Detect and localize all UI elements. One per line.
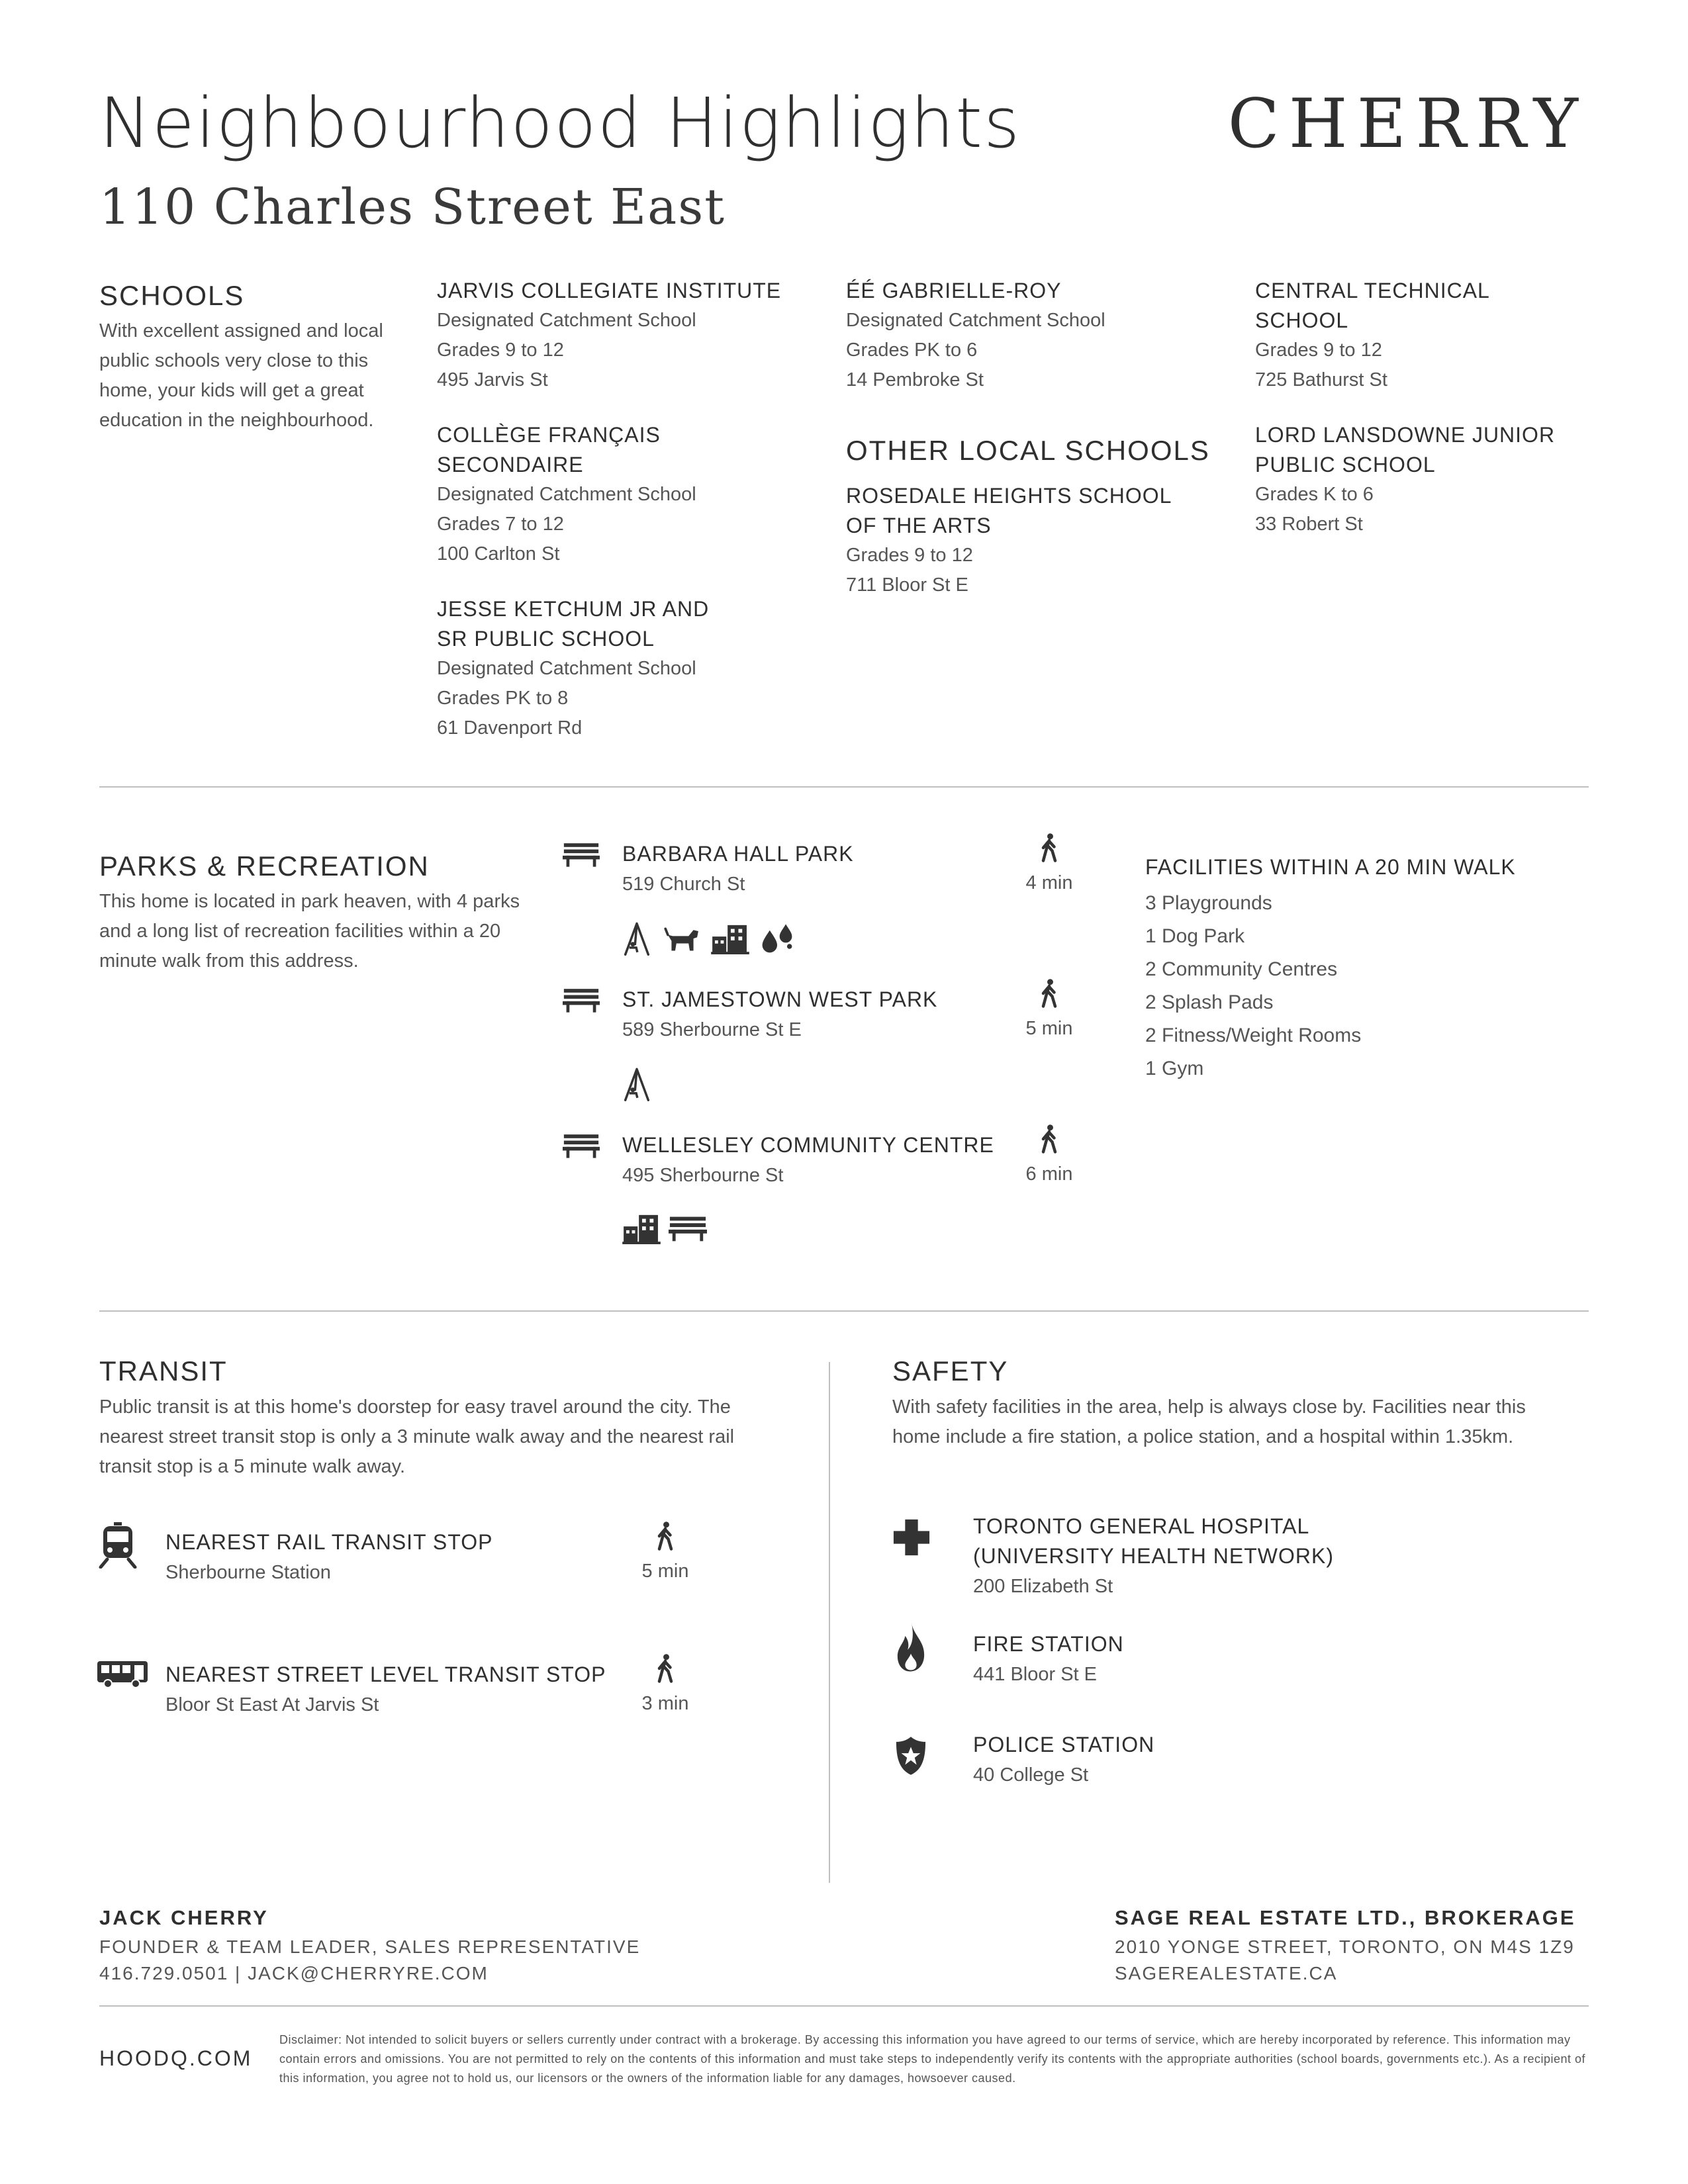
safety-facility-name: TORONTO GENERAL HOSPITAL xyxy=(973,1514,1310,1538)
parks-heading: PARKS & RECREATION xyxy=(99,850,430,882)
school-address: 725 Bathurst St xyxy=(1255,369,1387,390)
school-grades: Grades PK to 8 xyxy=(437,688,569,709)
police-badge-icon xyxy=(895,1735,927,1776)
playground-icon xyxy=(622,1067,651,1101)
school-name: COLLÈGE FRANÇAIS SECONDAIRE xyxy=(437,423,661,477)
page-title: Neighbourhood Highlights xyxy=(99,83,1021,163)
transit-stop-type: NEAREST RAIL TRANSIT STOP xyxy=(165,1530,493,1554)
school-grades: Grades 9 to 12 xyxy=(437,340,564,361)
school-entry xyxy=(846,276,1230,395)
school-address: 33 Robert St xyxy=(1255,514,1363,535)
school-name: JESSE KETCHUM JR AND SR PUBLIC SCHOOL xyxy=(437,597,710,651)
walk-icon xyxy=(1039,833,1059,863)
splash-pad-icon xyxy=(759,921,796,953)
dog-park-icon xyxy=(663,924,702,954)
school-grades: Grades 7 to 12 xyxy=(437,514,564,535)
walk-icon xyxy=(1039,1124,1059,1154)
safety-facility-name-line2: (UNIVERSITY HEALTH NETWORK) xyxy=(973,1544,1334,1568)
schools-intro: With excellent assigned and local public schools very close to this home, your kids will get a great education in the neighbourhood. xyxy=(99,320,383,431)
park-address: 589 Sherbourne St E xyxy=(622,1019,802,1040)
facility-item: 1 Gym xyxy=(1145,1058,1204,1079)
transit-stop-name: Sherbourne Station xyxy=(165,1562,331,1583)
school-name: ROSEDALE HEIGHTS SCHOOL OF THE ARTS xyxy=(846,484,1172,537)
property-address: 110 Charles Street East xyxy=(99,179,726,236)
school-entry xyxy=(846,481,1230,600)
facilities-list xyxy=(1145,887,1361,1085)
school-entry xyxy=(437,276,808,395)
parks-intro: This home is located in park heaven, with 4 parks and a long list of recreation facilities within a 20 minute walk from this address. xyxy=(99,891,520,972)
school-address: 495 Jarvis St xyxy=(437,369,548,390)
school-entry xyxy=(1255,276,1586,395)
school-name: CENTRAL TECHNICAL SCHOOL xyxy=(1255,279,1489,332)
schools-column-3 xyxy=(1255,276,1586,539)
walk-time: 4 min xyxy=(1025,872,1073,893)
safety-facility-address: 441 Bloor St E xyxy=(973,1664,1097,1685)
brokerage-address: 2010 YONGE STREET, TORONTO, ON M4S 1Z9 xyxy=(1115,1936,1575,1957)
bench-icon xyxy=(563,842,600,867)
safety-facility-address: 200 Elizabeth St xyxy=(973,1576,1113,1597)
walk-time: 3 min xyxy=(641,1693,689,1714)
facility-item: 2 Splash Pads xyxy=(1145,991,1274,1013)
school-name: JARVIS COLLEGIATE INSTITUTE xyxy=(437,279,782,302)
brand-logo: CHERRY xyxy=(1227,85,1587,163)
school-grades: Grades PK to 6 xyxy=(846,340,978,361)
school-address: 14 Pembroke St xyxy=(846,369,984,390)
walk-time: 5 min xyxy=(641,1561,689,1582)
park-address: 519 Church St xyxy=(622,874,745,895)
safety-intro: With safety facilities in the area, help is always close by. Facilities near this home include a fire station, a police station, and a hospital within 1.35km. xyxy=(892,1396,1526,1447)
walk-time: 5 min xyxy=(1025,1018,1073,1039)
school-entry xyxy=(1255,420,1586,539)
school-address: 100 Carlton St xyxy=(437,543,560,565)
facility-item: 3 Playgrounds xyxy=(1145,892,1272,914)
school-name: LORD LANSDOWNE JUNIOR PUBLIC SCHOOL xyxy=(1255,423,1556,477)
school-grades: Grades 9 to 12 xyxy=(1255,340,1382,361)
school-entry xyxy=(437,420,808,569)
column-divider xyxy=(829,1362,830,1883)
agent-contact: 416.729.0501 | JACK@CHERRYRE.COM xyxy=(99,1963,489,1983)
walk-icon xyxy=(655,1653,675,1684)
park-name: WELLESLEY COMMUNITY CENTRE xyxy=(622,1133,994,1157)
school-type: Designated Catchment School xyxy=(437,484,696,505)
school-address: 711 Bloor St E xyxy=(846,574,968,596)
disclaimer: Disclaimer: Not intended to solicit buyers or sellers currently under contract with a brokerage. By accessing this information you have agreed to our terms of service, which are hereby incorporated by reference. This information may contain errors and omissions. You are not permitted to rely on the contents of this information and must take steps to independently verify its contents with the appropriate authorities (school boards, governments etc.). As a recipient of this information, you agree not to hold us, our licensors or the owners of the information liable for any damages, howsoever caused. xyxy=(279,2033,1586,2085)
bench-icon xyxy=(563,987,600,1013)
agent-name: JACK CHERRY xyxy=(99,1906,269,1929)
park-name: ST. JAMESTOWN WEST PARK xyxy=(622,987,938,1011)
school-name: ÉÉ GABRIELLE-ROY xyxy=(846,279,1062,302)
school-type: Designated Catchment School xyxy=(437,310,696,331)
schools-heading: SCHOOLS xyxy=(99,280,245,311)
bus-icon xyxy=(96,1660,149,1689)
facility-item: 1 Dog Park xyxy=(1145,925,1245,947)
walk-icon xyxy=(655,1521,675,1551)
transit-stop-type: NEAREST STREET LEVEL TRANSIT STOP xyxy=(165,1662,606,1686)
safety-facility-name: POLICE STATION xyxy=(973,1733,1155,1756)
safety-facility-name: FIRE STATION xyxy=(973,1632,1124,1656)
safety-facility-address: 40 College St xyxy=(973,1764,1089,1786)
school-grades: Grades K to 6 xyxy=(1255,484,1374,505)
brokerage-website: SAGEREALESTATE.CA xyxy=(1115,1963,1338,1983)
footer-divider xyxy=(99,2005,1589,2007)
facility-item: 2 Fitness/Weight Rooms xyxy=(1145,1024,1362,1046)
school-address: 61 Davenport Rd xyxy=(437,717,583,739)
facilities-heading: FACILITIES WITHIN A 20 MIN WALK xyxy=(1145,855,1516,879)
school-type: Designated Catchment School xyxy=(437,658,696,679)
transit-heading: TRANSIT xyxy=(99,1355,228,1387)
school-grades: Grades 9 to 12 xyxy=(846,545,973,566)
walk-time: 6 min xyxy=(1025,1163,1073,1185)
section-divider xyxy=(99,1310,1589,1312)
schools-column-1 xyxy=(437,276,808,743)
school-entry xyxy=(437,594,808,743)
train-icon xyxy=(98,1522,138,1569)
walk-icon xyxy=(1039,978,1059,1009)
schools-column-2 xyxy=(846,276,1230,600)
park-address: 495 Sherbourne St xyxy=(622,1165,784,1186)
agent-title: FOUNDER & TEAM LEADER, SALES REPRESENTATIVE xyxy=(99,1936,641,1957)
safety-heading: SAFETY xyxy=(892,1355,1009,1387)
school-type: Designated Catchment School xyxy=(846,310,1105,331)
community-centre-icon xyxy=(622,1212,661,1244)
facility-item: 2 Community Centres xyxy=(1145,958,1338,980)
bench-icon xyxy=(669,1215,707,1242)
park-name: BARBARA HALL PARK xyxy=(622,842,854,866)
playground-icon xyxy=(622,921,651,956)
other-schools-heading: OTHER LOCAL SCHOOLS xyxy=(846,435,1210,466)
transit-intro: Public transit is at this home's doorstep for easy travel around the city. The nearest street transit stop is only a 3 minute walk away and the nearest rail transit stop is a 5 minute walk away. xyxy=(99,1396,735,1477)
bench-icon xyxy=(563,1133,600,1158)
section-divider xyxy=(99,786,1589,788)
hoodq-link[interactable]: HOODQ.COM xyxy=(99,2046,253,2070)
transit-stop-name: Bloor St East At Jarvis St xyxy=(165,1694,379,1715)
fire-icon xyxy=(895,1621,927,1673)
community-centre-icon xyxy=(711,923,749,954)
brokerage-name: SAGE REAL ESTATE LTD., BROKERAGE xyxy=(1115,1906,1576,1929)
hospital-cross-icon xyxy=(892,1518,931,1557)
